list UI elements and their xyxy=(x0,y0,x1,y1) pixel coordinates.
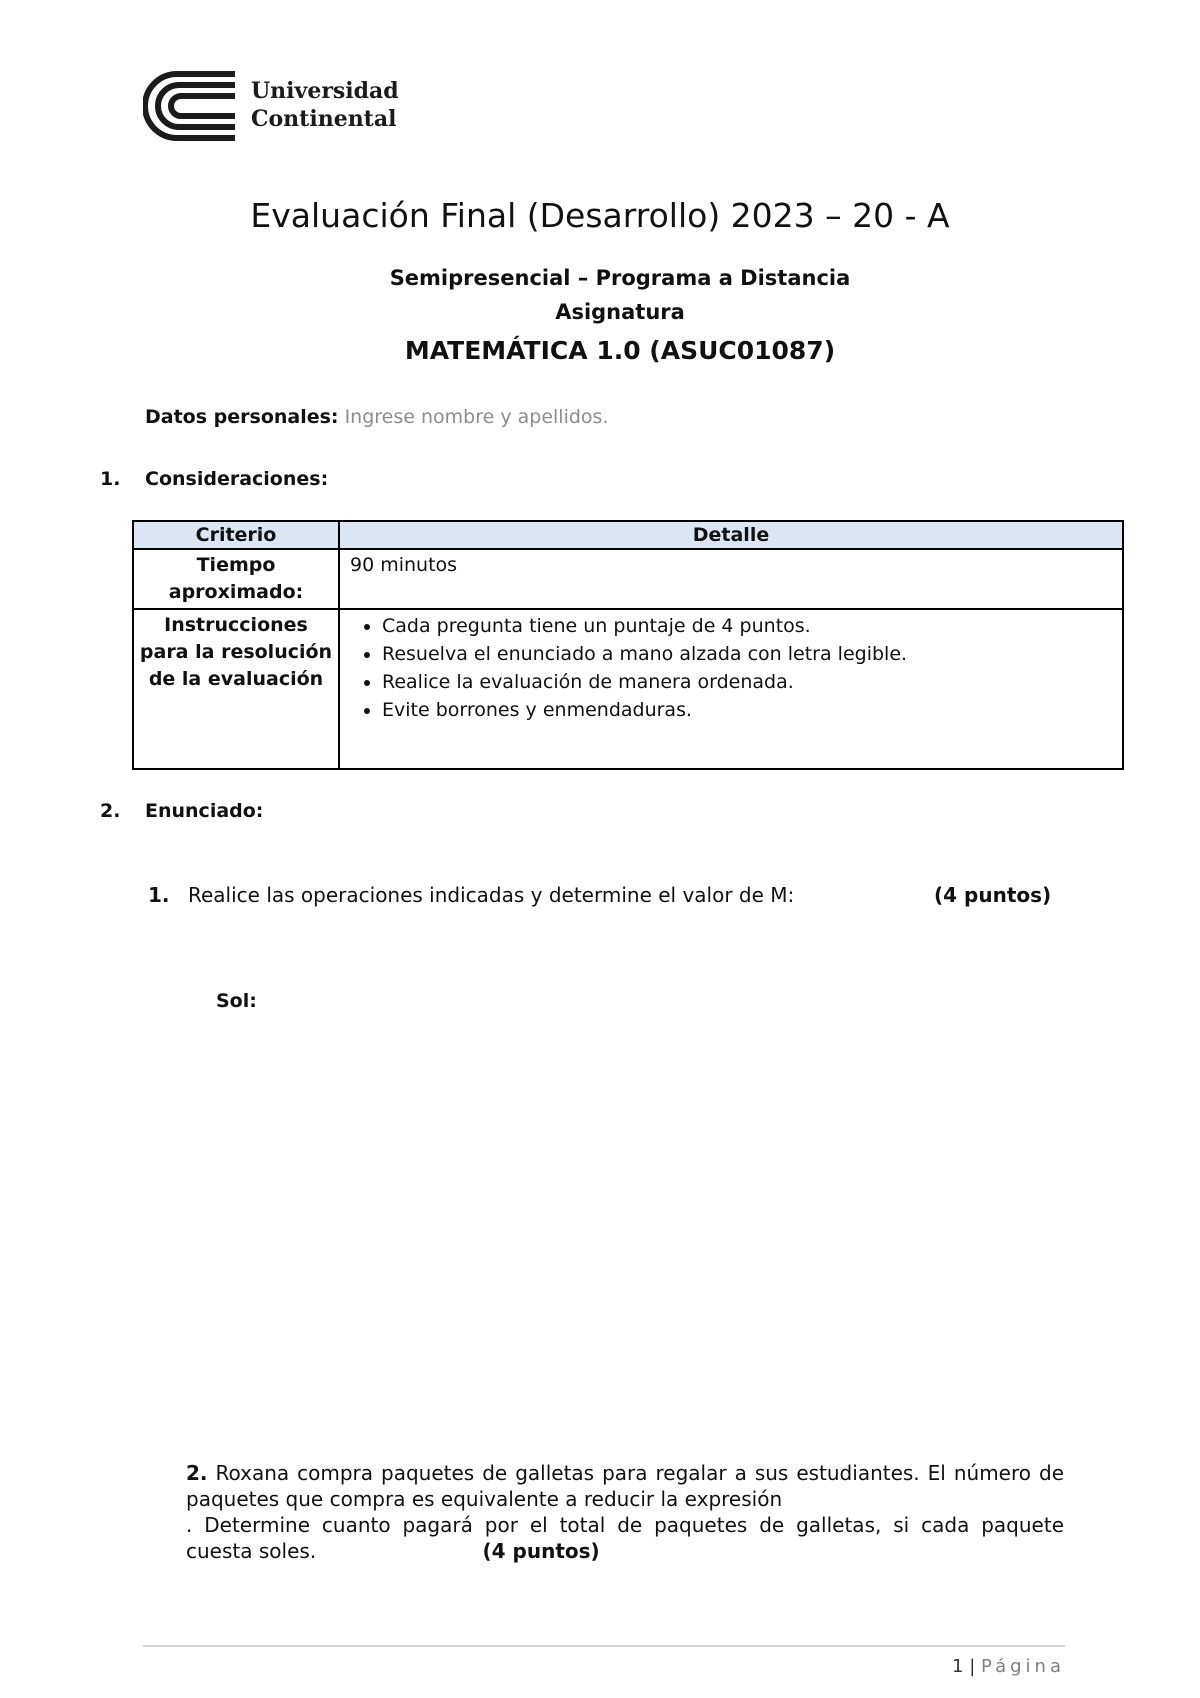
footer-separator: | xyxy=(969,1656,976,1677)
table-header-row xyxy=(133,521,1123,549)
list-item: • Cada pregunta tiene un puntaje de 4 puntos. xyxy=(382,612,1112,640)
header-detail: Detalle xyxy=(339,521,1123,549)
criteria-table xyxy=(132,520,1124,770)
page-label: Página xyxy=(981,1656,1065,1677)
logo-line2: Continental xyxy=(251,106,397,132)
question-2 xyxy=(186,1460,1064,1564)
question-text: Realice las operaciones indicadas y determine el valor de M: xyxy=(188,883,795,907)
header-criterion: Criterio xyxy=(133,521,339,549)
detail-time: 90 minutos xyxy=(339,549,1123,609)
logo-line1: Universidad xyxy=(251,78,399,104)
section-title: Enunciado: xyxy=(145,800,264,822)
question-number: 1. xyxy=(148,883,170,907)
question-points: (4 puntos) xyxy=(482,1539,600,1563)
criterion-time: Tiempo aproximado: xyxy=(133,549,339,609)
university-logo xyxy=(143,70,403,142)
section-considerations xyxy=(100,468,328,490)
list-item: • Evite borrones y enmendaduras. xyxy=(382,696,1112,724)
question-1 xyxy=(148,883,1052,907)
question-points: (4 puntos) xyxy=(934,883,1052,907)
name-placeholder[interactable]: Ingrese nombre y apellidos. xyxy=(344,406,609,428)
list-item: • Resuelva el enunciado a mano alzada con letra legible. xyxy=(382,640,1112,668)
detail-instructions xyxy=(339,609,1123,769)
table-row xyxy=(133,549,1123,609)
page-number: 1 xyxy=(952,1656,964,1677)
question-text-continued: . Determine cuanto pagará por el total de paquetes de galletas, si cada paquete cuesta soles. xyxy=(186,1513,1064,1563)
criterion-instructions: Instrucciones para la resolución de la evaluación xyxy=(133,609,339,769)
list-item: • Realice la evaluación de manera ordenada. xyxy=(382,668,1112,696)
footer-divider xyxy=(143,1645,1065,1647)
course-name: MATEMÁTICA 1.0 (ASUC01087) xyxy=(404,336,836,365)
instructions-list xyxy=(350,612,1112,724)
section-statement xyxy=(100,800,263,822)
page-footer xyxy=(900,1656,1065,1677)
question-text: Roxana compra paquetes de galletas para regalar a sus estudiantes. El número de paquetes que compra es equivalente a reducir la expresión xyxy=(186,1461,1064,1511)
section-number: 2. xyxy=(100,800,121,822)
solution-label: Sol: xyxy=(216,990,257,1012)
document-title: Evaluación Final (Desarrollo) 2023 – 20 - A xyxy=(250,196,950,235)
table-row xyxy=(133,609,1123,769)
personal-data-label: Datos personales: xyxy=(145,406,339,428)
section-title: Consideraciones: xyxy=(145,468,329,490)
subject-label: Asignatura xyxy=(555,300,685,324)
section-number: 1. xyxy=(100,468,121,490)
modality-subtitle: Semipresencial – Programa a Distancia xyxy=(389,266,851,290)
personal-data xyxy=(145,406,609,428)
continental-logo-icon xyxy=(143,70,239,142)
question-number: 2. xyxy=(186,1461,208,1485)
